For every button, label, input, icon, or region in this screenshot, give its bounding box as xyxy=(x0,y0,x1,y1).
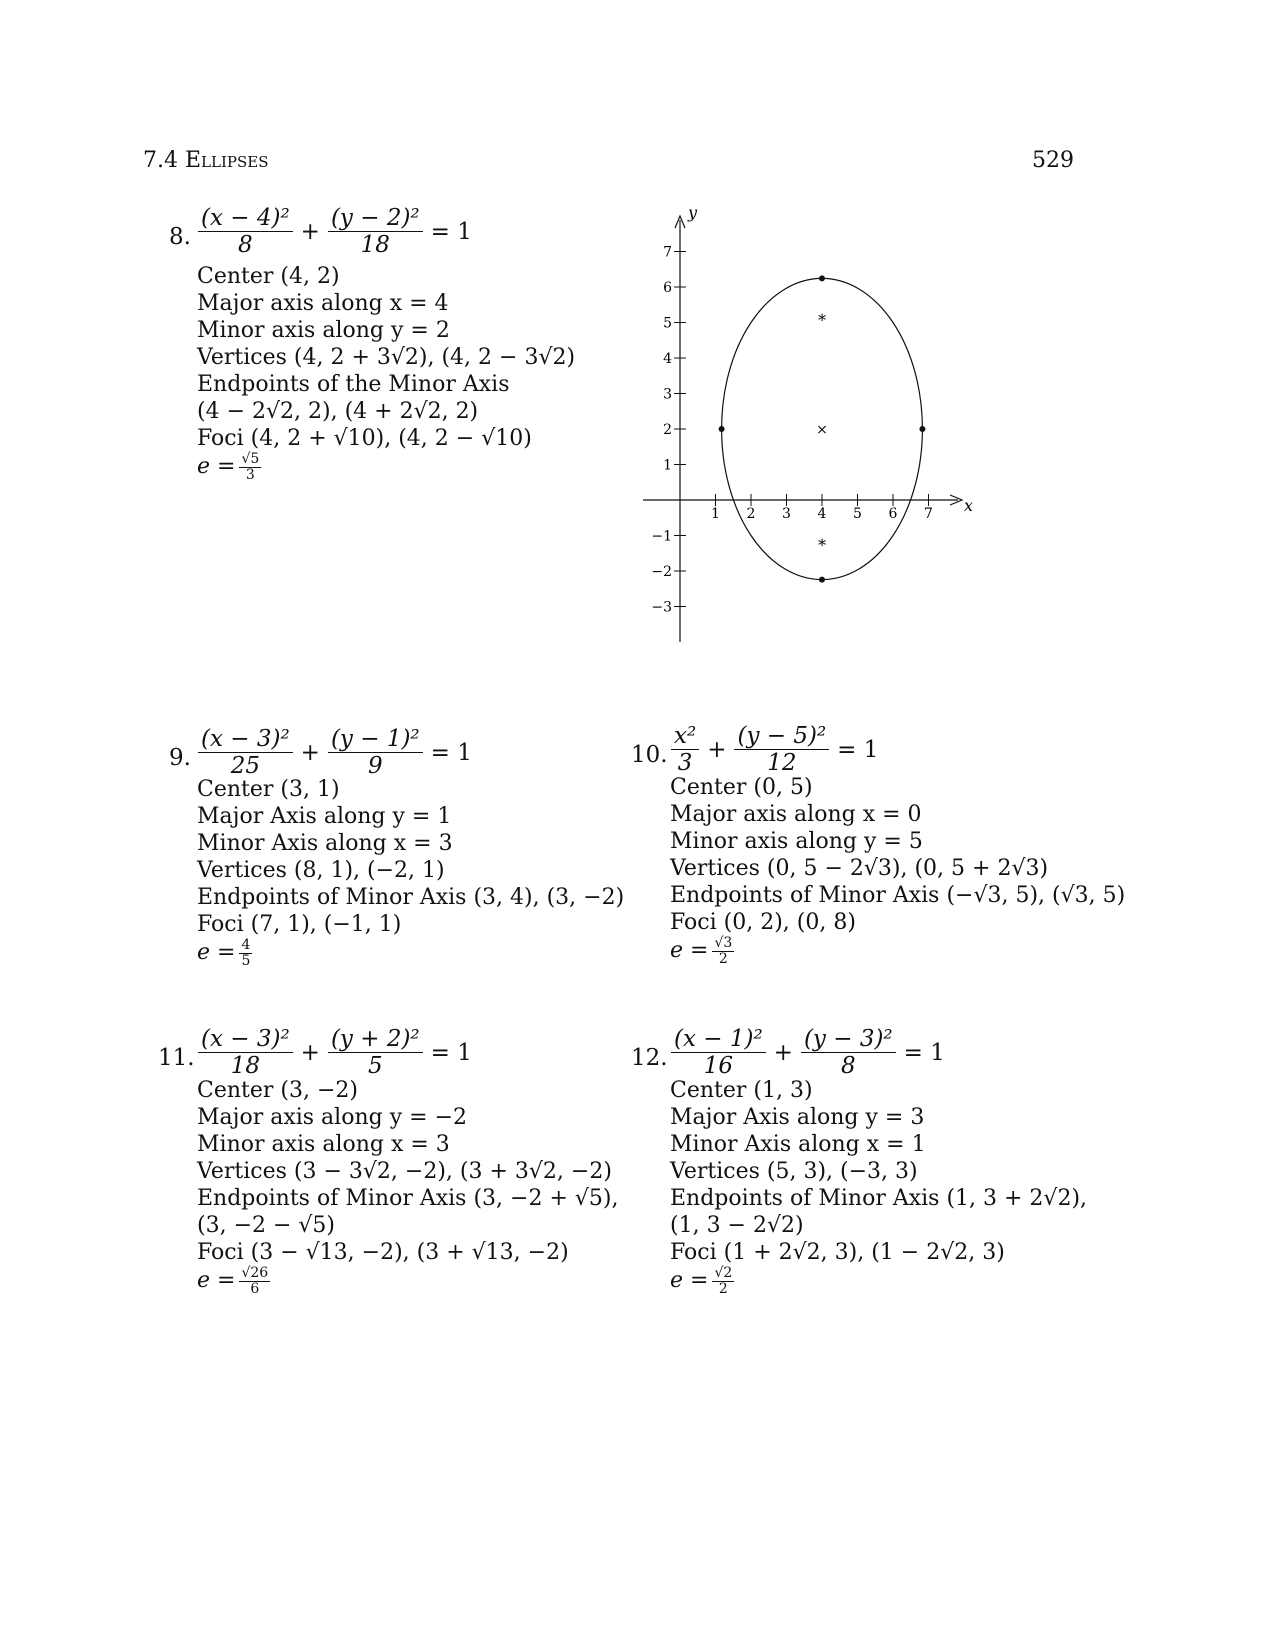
vertex-point xyxy=(919,426,925,432)
problem-11-answers xyxy=(197,1077,618,1296)
problem-10-answers xyxy=(670,774,1125,966)
answer-line: Vertices (3 − 3√2, −2), (3 + 3√2, −2) xyxy=(197,1159,612,1184)
fraction: $\frac{\text{x²}}{3}$ xyxy=(671,723,699,777)
problem-8-number: 8. xyxy=(169,224,191,250)
answer-line: Endpoints of Minor Axis (3, −2 + √5), xyxy=(197,1186,619,1211)
focus-marker: ∗ xyxy=(816,307,828,327)
answer-line: Endpoints of Minor Axis (3, 4), (3, −2) xyxy=(197,885,625,910)
fraction: $\frac{\text{(x − 1)²}}{16}$ xyxy=(671,1026,766,1080)
fraction: $\frac{\text{(y − 3)²}}{8}$ xyxy=(801,1026,896,1080)
y-tick-label: 3 xyxy=(663,386,672,403)
answer-line: Minor Axis along x = 1 xyxy=(670,1132,926,1157)
y-tick-label: 6 xyxy=(663,280,672,296)
fraction: $\frac{\text{(x − 4)²}}{8}$ xyxy=(198,205,293,259)
answer-line: Major axis along x = 4 xyxy=(197,291,449,316)
problem-10-number: 10. xyxy=(631,742,668,768)
x-tick-label: 7 xyxy=(924,506,933,522)
x-tick-label: 3 xyxy=(782,506,791,522)
problem-12-equation: $\frac{\text{(x − 1)²}}{16}$ + $\frac{\text{(y − 3)²}}{8}$ = 1 xyxy=(669,1026,951,1080)
x-axis-label: x xyxy=(964,496,974,515)
vertex-point xyxy=(719,426,725,432)
y-tick-label: 7 xyxy=(663,244,672,261)
y-axis-label: y xyxy=(688,203,698,222)
page-number: 529 xyxy=(1032,148,1074,173)
y-tick-label: 2 xyxy=(663,422,672,438)
problem-11-equation: $\frac{\text{(x − 3)²}}{18}$ + $\frac{\text{(y + 2)²}}{5}$ = 1 xyxy=(196,1026,478,1080)
answer-line: Major axis along y = −2 xyxy=(197,1105,467,1130)
y-tick-label: 1 xyxy=(663,457,672,474)
answer-line: Minor axis along y = 2 xyxy=(197,318,450,343)
answer-line: Center (1, 3) xyxy=(670,1078,813,1103)
answer-line: Vertices (0, 5 − 2√3), (0, 5 + 2√3) xyxy=(670,856,1049,881)
x-tick-label: 4 xyxy=(817,506,827,522)
fraction: $\frac{\text{(x − 3)²}}{18}$ xyxy=(198,1026,293,1080)
answer-line: (3, −2 − √5) xyxy=(197,1213,336,1238)
x-tick-label: 6 xyxy=(888,506,898,522)
problem-8-equation: $\frac{\text{(x − 4)²}}{8}$ + $\frac{\text{(y − 2)²}}{18}$ = 1 xyxy=(196,205,478,259)
focus-marker: ∗ xyxy=(816,532,828,552)
problem-9-answers xyxy=(197,776,624,968)
problem-8-answers xyxy=(197,263,575,482)
answer-line: Endpoints of Minor Axis (−√3, 5), (√3, 5) xyxy=(670,883,1126,908)
answer-line: Center (3, −2) xyxy=(197,1078,358,1103)
answer-line: Vertices (8, 1), (−2, 1) xyxy=(197,858,445,883)
answer-line: Center (4, 2) xyxy=(197,264,340,289)
answer-line: Foci (1 + 2√2, 3), (1 − 2√2, 3) xyxy=(670,1240,1005,1265)
answer-line: Major Axis along y = 3 xyxy=(670,1105,925,1130)
center-marker: × xyxy=(816,422,828,438)
answer-line: Foci (3 − √13, −2), (3 + √13, −2) xyxy=(197,1240,569,1265)
answer-line: Foci (4, 2 + √10), (4, 2 − √10) xyxy=(197,426,532,451)
ellipse-graph xyxy=(620,195,1000,655)
answer-line: (1, 3 − 2√2) xyxy=(670,1213,804,1238)
eccentricity: e = $\frac{√3}{2}$ xyxy=(670,935,733,967)
answer-line: Major axis along x = 0 xyxy=(670,802,922,827)
answer-line: Vertices (4, 2 + 3√2), (4, 2 − 3√2) xyxy=(197,345,576,370)
fraction: $\frac{\text{(y − 5)²}}{12}$ xyxy=(734,723,829,777)
y-tick-label: −3 xyxy=(651,599,672,616)
problem-12-number: 12. xyxy=(631,1045,668,1071)
answer-line: Center (3, 1) xyxy=(197,777,340,802)
running-header xyxy=(143,148,269,173)
eccentricity: e = $\frac{√5}{3}$ xyxy=(197,451,260,483)
answer-line: Foci (7, 1), (−1, 1) xyxy=(197,912,402,937)
answer-line: Foci (0, 2), (0, 8) xyxy=(670,910,856,935)
y-tick-label: −1 xyxy=(651,528,672,545)
problem-9-equation: $\frac{\text{(x − 3)²}}{25}$ + $\frac{\text{(y − 1)²}}{9}$ = 1 xyxy=(196,726,478,780)
answer-line: Minor axis along x = 3 xyxy=(197,1132,450,1157)
answer-line: Vertices (5, 3), (−3, 3) xyxy=(670,1159,918,1184)
vertex-point xyxy=(819,577,825,583)
answer-line: Center (0, 5) xyxy=(670,775,813,800)
y-tick-label: −2 xyxy=(651,564,672,580)
y-tick-label: 5 xyxy=(663,315,672,332)
answer-line: (4 − 2√2, 2), (4 + 2√2, 2) xyxy=(197,399,479,424)
eccentricity: e = $\frac{√2}{2}$ xyxy=(670,1265,733,1297)
x-tick-label: 5 xyxy=(853,506,862,522)
eccentricity: e = $\frac{√26}{6}$ xyxy=(197,1265,269,1297)
problem-10-equation: $\frac{\text{x²}}{3}$ + $\frac{\text{(y − 5)²}}{12}$ = 1 xyxy=(669,723,884,777)
problem-9-number: 9. xyxy=(169,745,191,771)
eccentricity: e = $\frac{4}{5}$ xyxy=(197,937,251,969)
answer-line: Endpoints of the Minor Axis xyxy=(197,372,510,397)
fraction: $\frac{\text{(y + 2)²}}{5}$ xyxy=(328,1026,423,1080)
vertex-point xyxy=(819,275,825,281)
fraction: $\frac{\text{(x − 3)²}}{25}$ xyxy=(198,726,293,780)
x-tick-label: 2 xyxy=(746,506,756,522)
answer-line: Major Axis along y = 1 xyxy=(197,804,452,829)
problem-12-answers xyxy=(670,1077,1087,1296)
fraction: $\frac{\text{(y − 1)²}}{9}$ xyxy=(328,726,423,780)
y-tick-label: 4 xyxy=(663,351,672,367)
section-number: 7.4 xyxy=(143,148,178,173)
answer-line: Endpoints of Minor Axis (1, 3 + 2√2), xyxy=(670,1186,1088,1211)
answer-line: Minor Axis along x = 3 xyxy=(197,831,453,856)
section-title: Ellipses xyxy=(185,148,269,173)
problem-11-number: 11. xyxy=(158,1045,195,1071)
fraction: $\frac{\text{(y − 2)²}}{18}$ xyxy=(328,205,423,259)
answer-line: Minor axis along y = 5 xyxy=(670,829,923,854)
x-tick-label: 1 xyxy=(711,506,720,522)
